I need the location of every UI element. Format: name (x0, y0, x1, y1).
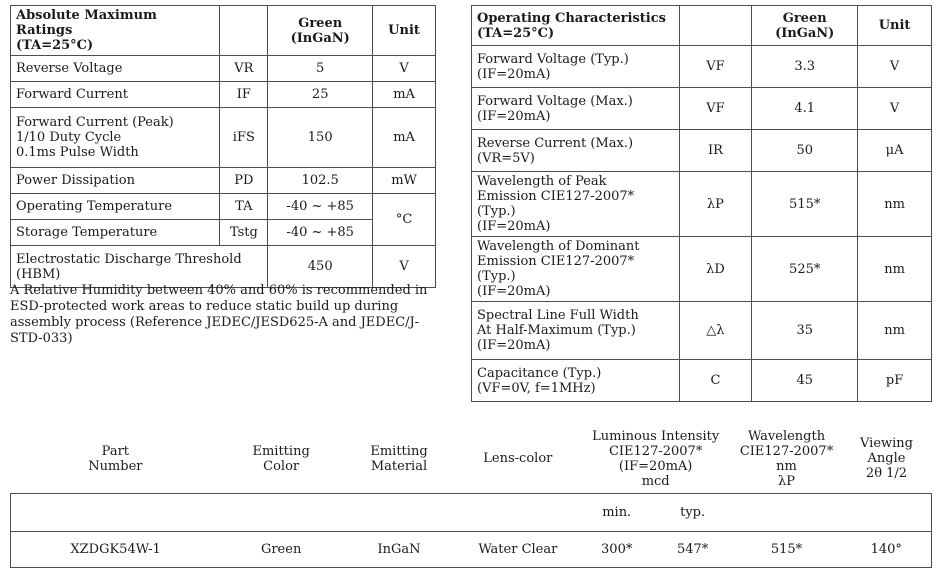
opc-unit: nm (858, 172, 932, 237)
amr-sym: IF (220, 82, 268, 108)
amr-title-cell (11, 6, 220, 56)
row-material: InGaN (342, 531, 456, 567)
opc-unit: nm (858, 302, 932, 360)
opc-unit: pF (858, 360, 932, 402)
amr-param: Power Dissipation (11, 168, 220, 194)
opc-val: 525* (752, 237, 858, 302)
amr-val: 25 (268, 82, 373, 108)
header-viewing-angle: Viewing Angle 2θ 1/2 (860, 436, 913, 482)
opc-val: 4.1 (752, 88, 858, 130)
amr-val: 5 (268, 56, 373, 82)
opc-col-unit: Unit (858, 6, 932, 46)
row-wavelength: 515* (732, 531, 842, 567)
amr-sym: Tstg (220, 220, 268, 246)
opc-sym: VF (679, 88, 752, 130)
row-min: 300* (580, 531, 654, 567)
amr-val: 450 (268, 246, 373, 288)
opc-sym: IR (679, 130, 752, 172)
amr-param: Storage Temperature (11, 220, 220, 246)
opc-col-green: Green (InGaN) (752, 6, 858, 46)
row-lens: Water Clear (456, 531, 580, 567)
header-lens-color: Lens-color (483, 451, 553, 467)
header-luminous-intensity: Luminous Intensity CIE127-2007* (IF=20mA) mcd (592, 428, 720, 489)
amr-val: -40 ~ +85 (268, 220, 373, 246)
amr-unit: °C (373, 194, 436, 246)
part-number-table (10, 425, 932, 568)
row-angle: 140° (842, 531, 932, 567)
amr-val: 150 (268, 108, 373, 168)
amr-unit: mA (373, 108, 436, 168)
opc-title-cond: (TA=25°C) (477, 25, 555, 41)
header-emitting-color: Emitting Color (252, 443, 310, 474)
amr-sym-header (220, 6, 268, 56)
opc-val: 35 (752, 302, 858, 360)
amr-sym: TA (220, 194, 268, 220)
amr-param: Forward Current (Peak) 1/10 Duty Cycle 0.1ms Pulse Width (11, 108, 220, 168)
opc-title: Operating Characteristics (477, 10, 666, 26)
amr-unit: V (373, 246, 436, 288)
row-color: Green (220, 531, 342, 567)
amr-param: Electrostatic Discharge Threshold (HBM) (11, 246, 268, 288)
amr-param: Reverse Voltage (11, 56, 220, 82)
amr-title: Absolute Maximum Ratings (16, 8, 157, 38)
sub-empty (342, 493, 456, 531)
opc-title-cell (472, 6, 680, 46)
sub-min: min. (580, 493, 654, 531)
amr-sym: VR (220, 56, 268, 82)
amr-param: Operating Temperature (11, 194, 220, 220)
opc-val: 50 (752, 130, 858, 172)
opc-param: Wavelength of Peak Emission CIE127-2007* (Typ.) (IF=20mA) (472, 172, 680, 237)
opc-sym: λP (679, 172, 752, 237)
opc-param: Forward Voltage (Max.) (IF=20mA) (472, 88, 680, 130)
esd-note: A Relative Humidity between 40% and 60% is recommended in ESD-protected work areas to reduce static build up during assembly process (Reference JEDEC/JESD625-A and JEDEC/J-STD-033) (10, 283, 428, 346)
header-emitting-material: Emitting Material (370, 443, 428, 474)
absolute-max-ratings-table (10, 5, 436, 288)
amr-title-cond: (TA=25°C) (16, 38, 94, 53)
opc-sym-header (679, 6, 752, 46)
opc-param: Reverse Current (Max.) (VR=5V) (472, 130, 680, 172)
amr-col-unit: Unit (373, 6, 436, 56)
amr-sym: iFS (220, 108, 268, 168)
opc-param: Spectral Line Full Width At Half-Maximum (Typ.) (IF=20mA) (472, 302, 680, 360)
sub-empty (456, 493, 580, 531)
row-typ: 547* (654, 531, 732, 567)
sub-empty (732, 493, 842, 531)
opc-unit: V (858, 46, 932, 88)
header-wavelength: Wavelength CIE127-2007* nm λP (739, 428, 834, 489)
sub-typ: typ. (654, 493, 732, 531)
amr-unit: mA (373, 82, 436, 108)
row-part-number: XZDGK54W-1 (11, 531, 221, 567)
opc-param: Wavelength of Dominant Emission CIE127-2007* (Typ.) (IF=20mA) (472, 237, 680, 302)
operating-characteristics-table (471, 5, 932, 402)
amr-param: Forward Current (11, 82, 220, 108)
opc-unit: V (858, 88, 932, 130)
sub-empty (11, 493, 221, 531)
opc-param: Capacitance (Typ.) (VF=0V, f=1MHz) (472, 360, 680, 402)
header-part-number: Part Number (88, 443, 143, 474)
opc-val: 515* (752, 172, 858, 237)
opc-sym: △λ (679, 302, 752, 360)
amr-unit: V (373, 56, 436, 82)
opc-val: 45 (752, 360, 858, 402)
opc-param: Forward Voltage (Typ.) (IF=20mA) (472, 46, 680, 88)
opc-sym: C (679, 360, 752, 402)
opc-val: 3.3 (752, 46, 858, 88)
sub-empty (220, 493, 342, 531)
opc-sym: λD (679, 237, 752, 302)
opc-sym: VF (679, 46, 752, 88)
amr-unit: mW (373, 168, 436, 194)
amr-col-green: Green (InGaN) (268, 6, 373, 56)
sub-empty (842, 493, 932, 531)
opc-unit: μA (858, 130, 932, 172)
amr-sym: PD (220, 168, 268, 194)
opc-unit: nm (858, 237, 932, 302)
amr-val: 102.5 (268, 168, 373, 194)
amr-val: -40 ~ +85 (268, 194, 373, 220)
